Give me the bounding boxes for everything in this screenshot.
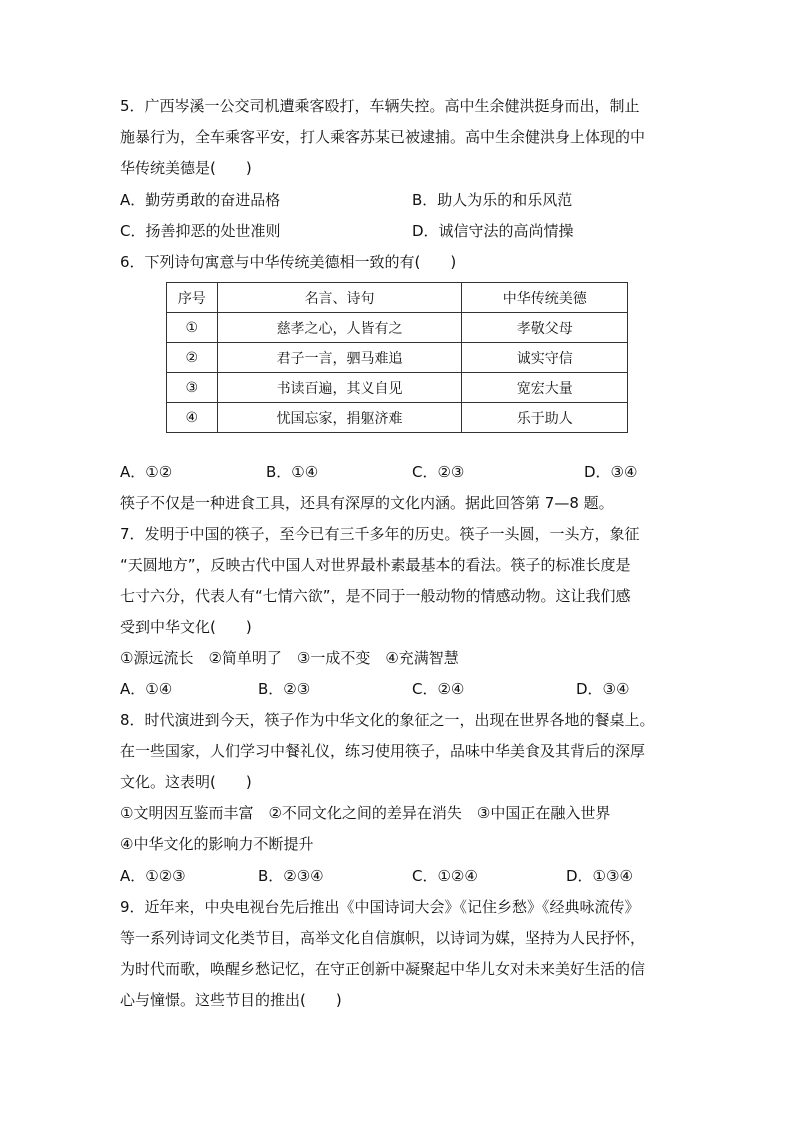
table-cell: 君子一言，驷马难追 — [217, 343, 462, 373]
q9-stem-line-2: 等一系列诗词文化类节目，高举文化自信旗帜，以诗词为媒，坚持为人民抒怀， — [120, 929, 646, 947]
q8-choices-line-2: ④中华文化的影响力不断提升 — [120, 835, 314, 853]
table-header-cell: 名言、诗句 — [217, 283, 462, 313]
q6-option-a: A．①② — [120, 463, 173, 481]
table-cell: ② — [167, 343, 218, 373]
q6-stem: 6．下列诗句寓意与中华传统美德相一致的有( ) — [120, 253, 457, 271]
table-cell: 忧国忘家，捐躯济难 — [217, 403, 462, 433]
q5-stem-line-2: 施暴行为，全车乘客平安，打人乘客苏某已被逮捕。高中生余健洪身上体现的中 — [120, 128, 646, 146]
q5-option-d: D．诚信守法的高尚情操 — [412, 222, 574, 240]
q6-option-c: C．②③ — [412, 463, 465, 481]
q8-option-b: B．②③④ — [258, 867, 324, 885]
q9-stem-line-3: 为时代而歌，唤醒乡愁记忆，在守正创新中凝聚起中华儿女对未来美好生活的信 — [120, 960, 646, 978]
table-header-cell: 序号 — [167, 283, 218, 313]
q9-stem-line-1: 9．近年来，中央电视台先后推出《中国诗词大会》《记住乡愁》《经典咏流传》 — [120, 898, 640, 916]
q6-option-d: D．③④ — [584, 463, 638, 481]
q5-option-b: B．助人为乐的和乐风范 — [412, 191, 573, 209]
table-row — [167, 313, 628, 343]
q9-stem-line-4: 心与憧憬。这些节目的推出( ) — [120, 991, 342, 1009]
q8-stem-line-3: 文化。这表明( ) — [120, 773, 252, 791]
q7-option-c: C．②④ — [412, 680, 465, 698]
q5-option-a: A．勤劳勇敢的奋进品格 — [120, 191, 281, 209]
table-cell: 慈孝之心，人皆有之 — [217, 313, 462, 343]
q8-choices-line-1: ①文明因互鉴而丰富 ②不同文化之间的差异在消失 ③中国正在融入世界 — [120, 804, 611, 822]
q7-8-intro: 筷子不仅是一种进食工具，还具有深厚的文化内涵。据此回答第 7—8 题。 — [120, 494, 614, 512]
q7-stem-line-2: “天圆地方”，反映古代中国人对世界最朴素最基本的看法。筷子的标准长度是 — [120, 556, 631, 574]
table-cell: 宽宏大量 — [462, 373, 628, 403]
q7-stem-line-1: 7．发明于中国的筷子，至今已有三千多年的历史。筷子一头圆，一头方，象征 — [120, 525, 640, 543]
q6-option-b: B．①④ — [266, 463, 319, 481]
q6-table — [166, 282, 628, 433]
q7-stem-line-4: 受到中华文化( ) — [120, 618, 252, 636]
q7-option-d: D．③④ — [576, 680, 630, 698]
q7-option-b: B．②③ — [258, 680, 311, 698]
q5-stem-line-3: 华传统美德是( ) — [120, 159, 252, 177]
q7-choices: ①源远流长 ②简单明了 ③一成不变 ④充满智慧 — [120, 649, 459, 667]
q5-stem-line-1: 5．广西岑溪一公交司机遭乘客殴打，车辆失控。高中生余健洪挺身而出，制止 — [120, 97, 640, 115]
table-row — [167, 343, 628, 373]
table-row — [167, 373, 628, 403]
table-cell: 诚实守信 — [462, 343, 628, 373]
q8-stem-line-1: 8．时代演进到今天，筷子作为中华文化的象征之一，出现在世界各地的餐桌上。 — [120, 711, 655, 729]
table-row — [167, 403, 628, 433]
table-header-cell: 中华传统美德 — [462, 283, 628, 313]
q7-option-a: A．①④ — [120, 680, 173, 698]
q8-option-d: D．①③④ — [566, 867, 633, 885]
table-header-row — [167, 283, 628, 313]
q5-option-c: C．扬善抑恶的处世准则 — [120, 222, 281, 240]
q8-stem-line-2: 在一些国家，人们学习中餐礼仪，练习使用筷子，品味中华美食及其背后的深厚 — [120, 742, 646, 760]
table-cell: 乐于助人 — [462, 403, 628, 433]
table-cell: 孝敬父母 — [462, 313, 628, 343]
q8-option-a: A．①②③ — [120, 867, 186, 885]
q7-stem-line-3: 七寸六分，代表人有“七情六欲”，是不同于一般动物的情感动物。这让我们感 — [120, 587, 631, 605]
table-cell: ① — [167, 313, 218, 343]
q8-option-c: C．①②④ — [412, 867, 478, 885]
table-cell: 书读百遍，其义自见 — [217, 373, 462, 403]
table-cell: ④ — [167, 403, 218, 433]
table-cell: ③ — [167, 373, 218, 403]
